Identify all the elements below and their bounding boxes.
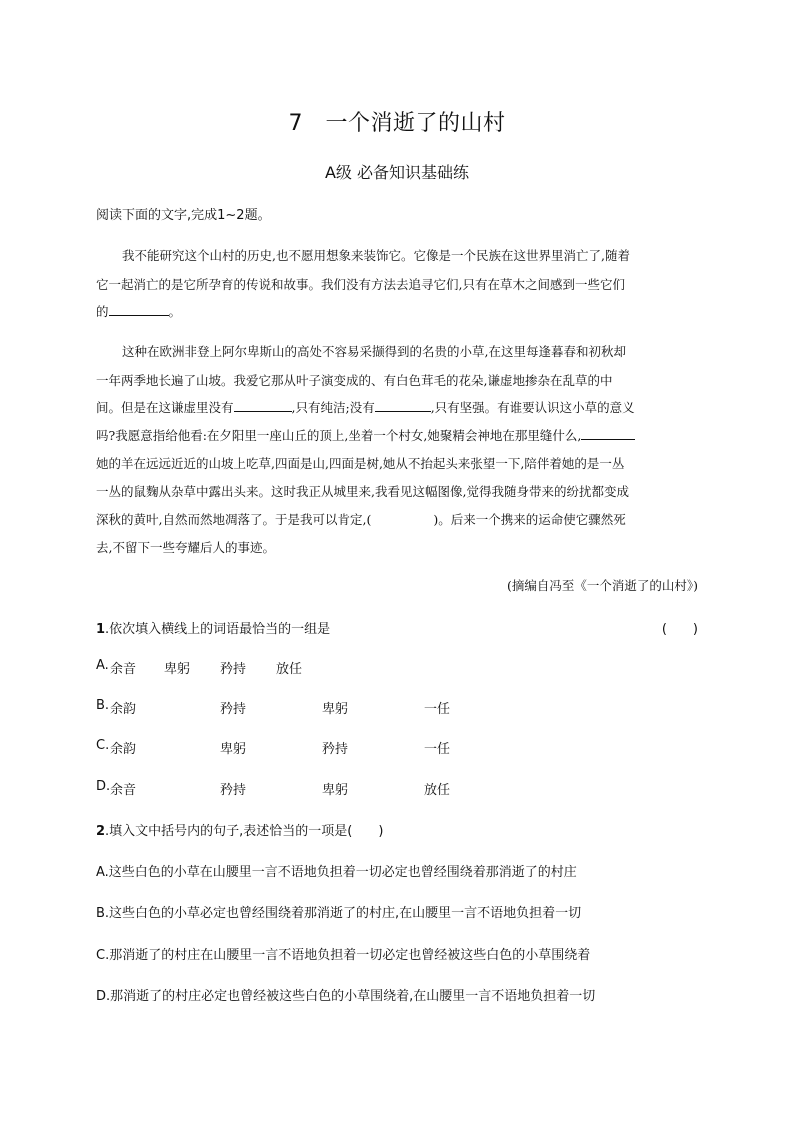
passage-line — [96, 302, 698, 320]
answer-blank[interactable] — [109, 303, 169, 316]
passage-text: 深秋的黄叶,自然而然地凋落了。于是我可以肯定,( — [96, 512, 372, 527]
q2-option-c[interactable]: C.那消逝了的村庄在山腰里一言不语地负担着一切必定也曾经被这些白色的小草围绕着 — [96, 948, 591, 963]
question-text: .填入文中括号内的句子,表述恰当的一项是( ) — [105, 824, 384, 839]
answer-blank[interactable] — [234, 399, 292, 412]
passage-line: 它一起消亡的是它所孕育的传说和故事。我们没有方法去追寻它们,只有在草木之间感到一些它们 — [96, 277, 625, 292]
option-letter: D. — [96, 779, 111, 794]
page-title: 7 一个消逝了的山村 — [288, 111, 506, 136]
passage-text: ,只有纯洁;没有 — [291, 400, 375, 415]
passage-line: 她的羊在远远近近的山坡上吃草,四面是山,四面是树,她从不抬起头来张望一下,陪伴着她的是一丛 — [96, 456, 625, 471]
option-word: 放任 — [276, 662, 303, 677]
passage-text: 吗?我愿意指给他看:在夕阳里一座山丘的顶上,坐着一个村女,她聚精会神地在那里缝什么, — [96, 428, 582, 443]
question-text: .依次填入横线上的词语最恰当的一组是 — [105, 622, 331, 637]
passage-line: 一丛的鼠麴从杂草中露出头来。这时我正从城里来,我看见这幅图像,觉得我随身带来的纷扰都变成 — [96, 484, 629, 499]
option-word: 余音 — [110, 783, 137, 798]
option-word: 卑躬 — [220, 742, 247, 757]
option-word: 卑躬 — [322, 783, 349, 798]
passage-line — [96, 510, 698, 528]
instruction: 阅读下面的文字,完成1~2题。 — [96, 208, 271, 223]
answer-blank[interactable] — [375, 399, 431, 412]
passage-line — [96, 398, 698, 416]
q2-option-a[interactable]: A.这些白色的小草在山腰里一言不语地负担着一切必定也曾经围绕着那消逝了的村庄 — [96, 865, 577, 880]
option-word: 余韵 — [110, 702, 137, 717]
option-word: 卑躬 — [322, 702, 349, 717]
option-word: 矜持 — [322, 742, 349, 757]
option-letter: A. — [96, 658, 109, 673]
passage-line: 这种在欧洲非登上阿尔卑斯山的高处不容易采撷得到的名贵的小草,在这里每逢暮春和初秋却 — [122, 344, 626, 359]
passage-line: 去,不留下一些夸耀后人的事迹。 — [96, 540, 275, 555]
passage-text: )。后来一个携来的运命使它骤然死 — [433, 512, 626, 527]
q2-option-b[interactable]: B.这些白色的小草必定也曾经围绕着那消逝了的村庄,在山腰里一言不语地负担着一切 — [96, 906, 582, 921]
passage-line — [96, 426, 698, 444]
option-word: 一任 — [424, 742, 451, 757]
question-1 — [96, 618, 698, 637]
question-number: 1 — [96, 622, 106, 637]
option-word: 矜持 — [220, 702, 247, 717]
passage-text: 的 — [96, 304, 109, 319]
answer-blank[interactable] — [581, 427, 635, 440]
option-letter: C. — [96, 738, 110, 753]
passage-text: 。 — [168, 304, 182, 319]
option-word: 矜持 — [220, 662, 247, 677]
question-2 — [96, 820, 698, 839]
passage-text: ,只有坚强。有谁要认识这小草的意义 — [430, 400, 635, 415]
option-word: 余韵 — [110, 742, 137, 757]
q2-option-d[interactable]: D.那消逝了的村庄必定也曾经被这些白色的小草围绕着,在山腰里一言不语地负担着一切 — [96, 989, 596, 1004]
section-subtitle: A级 必备知识基础练 — [324, 163, 470, 182]
option-word: 余音 — [110, 662, 137, 677]
passage-line: 一年两季地长遍了山坡。我爱它那从叶子演变成的、有白色茸毛的花朵,谦虚地掺杂在乱草的中 — [96, 373, 613, 388]
option-word: 卑躬 — [164, 662, 191, 677]
passage-line: 我不能研究这个山村的历史,也不愿用想象来装饰它。它像是一个民族在这世界里消亡了,随着 — [122, 248, 630, 263]
passage-text: 间。但是在这谦虚里没有 — [96, 400, 234, 415]
option-word: 矜持 — [220, 783, 247, 798]
answer-parentheses[interactable]: ( ) — [661, 622, 698, 637]
option-letter: B. — [96, 698, 110, 713]
option-word: 一任 — [424, 702, 451, 717]
question-number: 2 — [96, 824, 106, 839]
option-word: 放任 — [424, 783, 451, 798]
source-citation: (摘编自冯至《一个消逝了的山村》) — [506, 578, 698, 593]
